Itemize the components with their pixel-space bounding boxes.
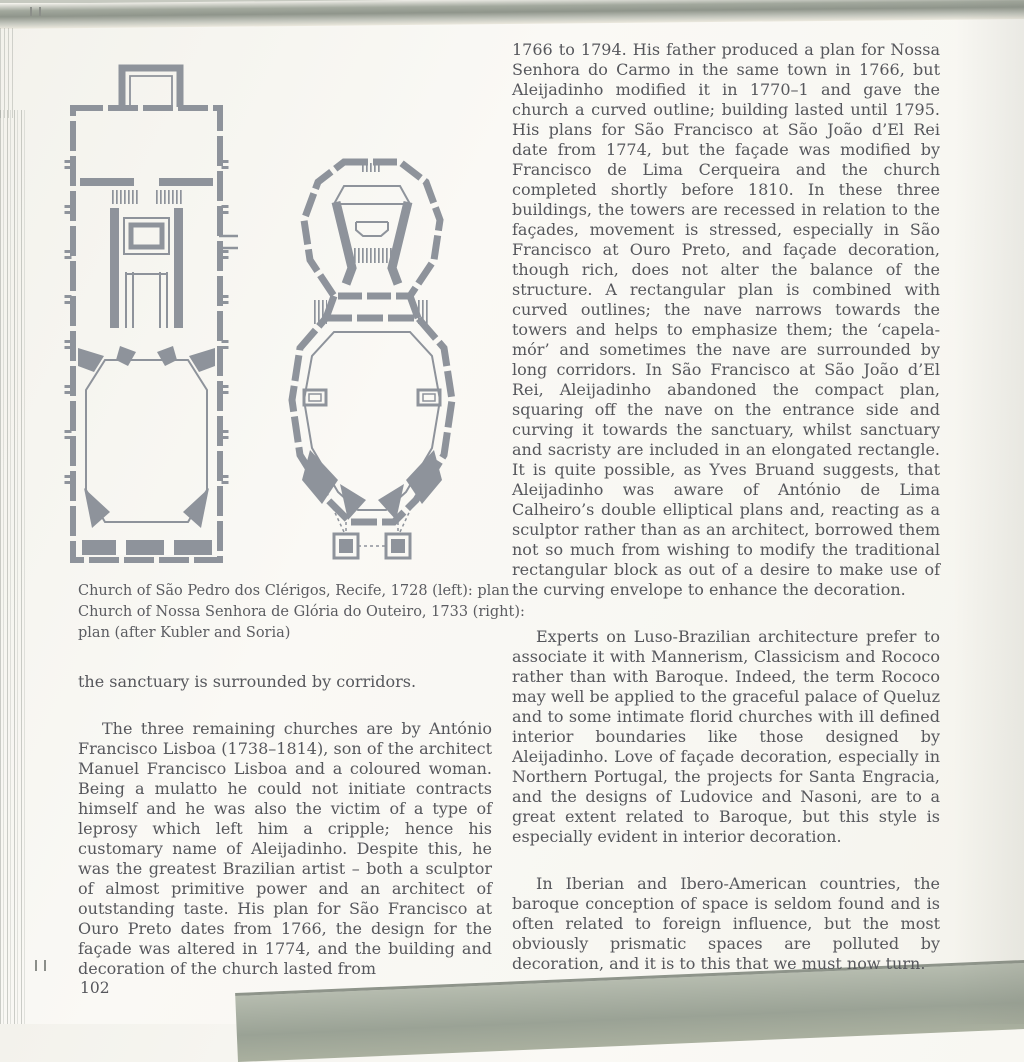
left-text-column [78, 672, 492, 979]
right-text-column [512, 40, 940, 974]
floor-plan-sao-pedro-dos-clerigos-figure [60, 60, 240, 565]
body-paragraph: 1766 to 1794. His father produced a plan for Nossa Senhora do Carmo in the same town in 1766, but Aleijadinho modified it in 1770–1 and gave the church a curved outline; building lasted until 1795. His plans for São Francisco at São João d’El Rei date from 1774, but the façade was modified by Francisco de Lima Cerqueira and the church completed shortly before 1810. In these three buildings, the towers are recessed in relation to the façades, movement is stressed, especially in São Francisco at Ouro Preto, and façade decoration, though rich, does not alter the balance of the structure. A rectangular plan is combined with curved outlines; the nave narrows towards the towers and helps to emphasize them; the ‘capela-mór’ and sometimes the nave are surrounded by long corridors. In São Francisco at São João d’El Rei, Aleijadinho abandoned the compact plan, squaring off the nave on the entrance side and curving it towards the sanctuary, whilst sanctuary and sacristy are included in an elongated rectangle. It is quite possible, as Yves Bruand suggests, that Aleijadinho was aware of António de Lima Calheiro’s double elliptical plans and, reacting as a sculptor rather than as an architect, borrowed them not so much from wishing to modify the traditional rectangular block as out of a desire to make use of the curving envelope to enhance the decoration. [512, 40, 940, 599]
page-number: 102 [80, 979, 110, 997]
floor-plan-nossa-senhora-gloria-figure [286, 150, 458, 580]
body-paragraph: the sanctuary is surrounded by corridors. [78, 672, 417, 691]
body-paragraph: The three remaining churches are by António Francisco Lisboa (1738–1814), son of the architect Manuel Francisco Lisboa and a coloured woman. Being a mulatto he could not initiate contracts himself and he was also the victim of a type of leprosy which left him a cripple; hence his customary name of Aleijadinho. Despite this, he was the greatest Brazilian artist – both a sculptor of almost primitive power and an architect of outstanding taste. His plan for São Francisco at Ouro Preto dates from 1766, the design for the façade was altered in 1774, and the building and decoration of the church lasted from [78, 719, 492, 978]
body-paragraph: In Iberian and Ibero-American countries, the baroque conception of space is seldom found and is often related to foreign influence, but the most obviously prismatic spaces are polluted by decoration, and it is to this that we must now turn. [512, 874, 940, 973]
body-paragraph: Experts on Luso-Brazilian architecture prefer to associate it with Mannerism, Classicism and Rococo rather than with Baroque. Indeed, the term Rococo may well be applied to the graceful palace of Queluz and to some intimate florid churches with ill defined interior boundaries like those designed by Aleijadinho. Love of façade decoration, especially in Northern Portugal, the projects for Santa Engracia, and the designs of Ludovice and Nasoni, are to a great extent related to Baroque, but this style is especially evident in interior decoration. [512, 627, 940, 846]
book-top-edge [0, 0, 1024, 29]
scan-speck [35, 960, 46, 971]
page-curvature-shadow [954, 0, 1024, 1024]
caption-line: Church of Nossa Senhora de Glória do Outeiro, 1733 (right): [78, 604, 525, 620]
page-stack-edge [0, 110, 28, 1024]
figure-caption [78, 581, 525, 644]
page-stack-edge-top [0, 28, 16, 118]
caption-line: Church of São Pedro dos Clérigos, Recife, 1728 (left): plan [78, 583, 510, 599]
scan-speck [30, 7, 41, 16]
caption-line: plan (after Kubler and Soria) [78, 625, 291, 641]
